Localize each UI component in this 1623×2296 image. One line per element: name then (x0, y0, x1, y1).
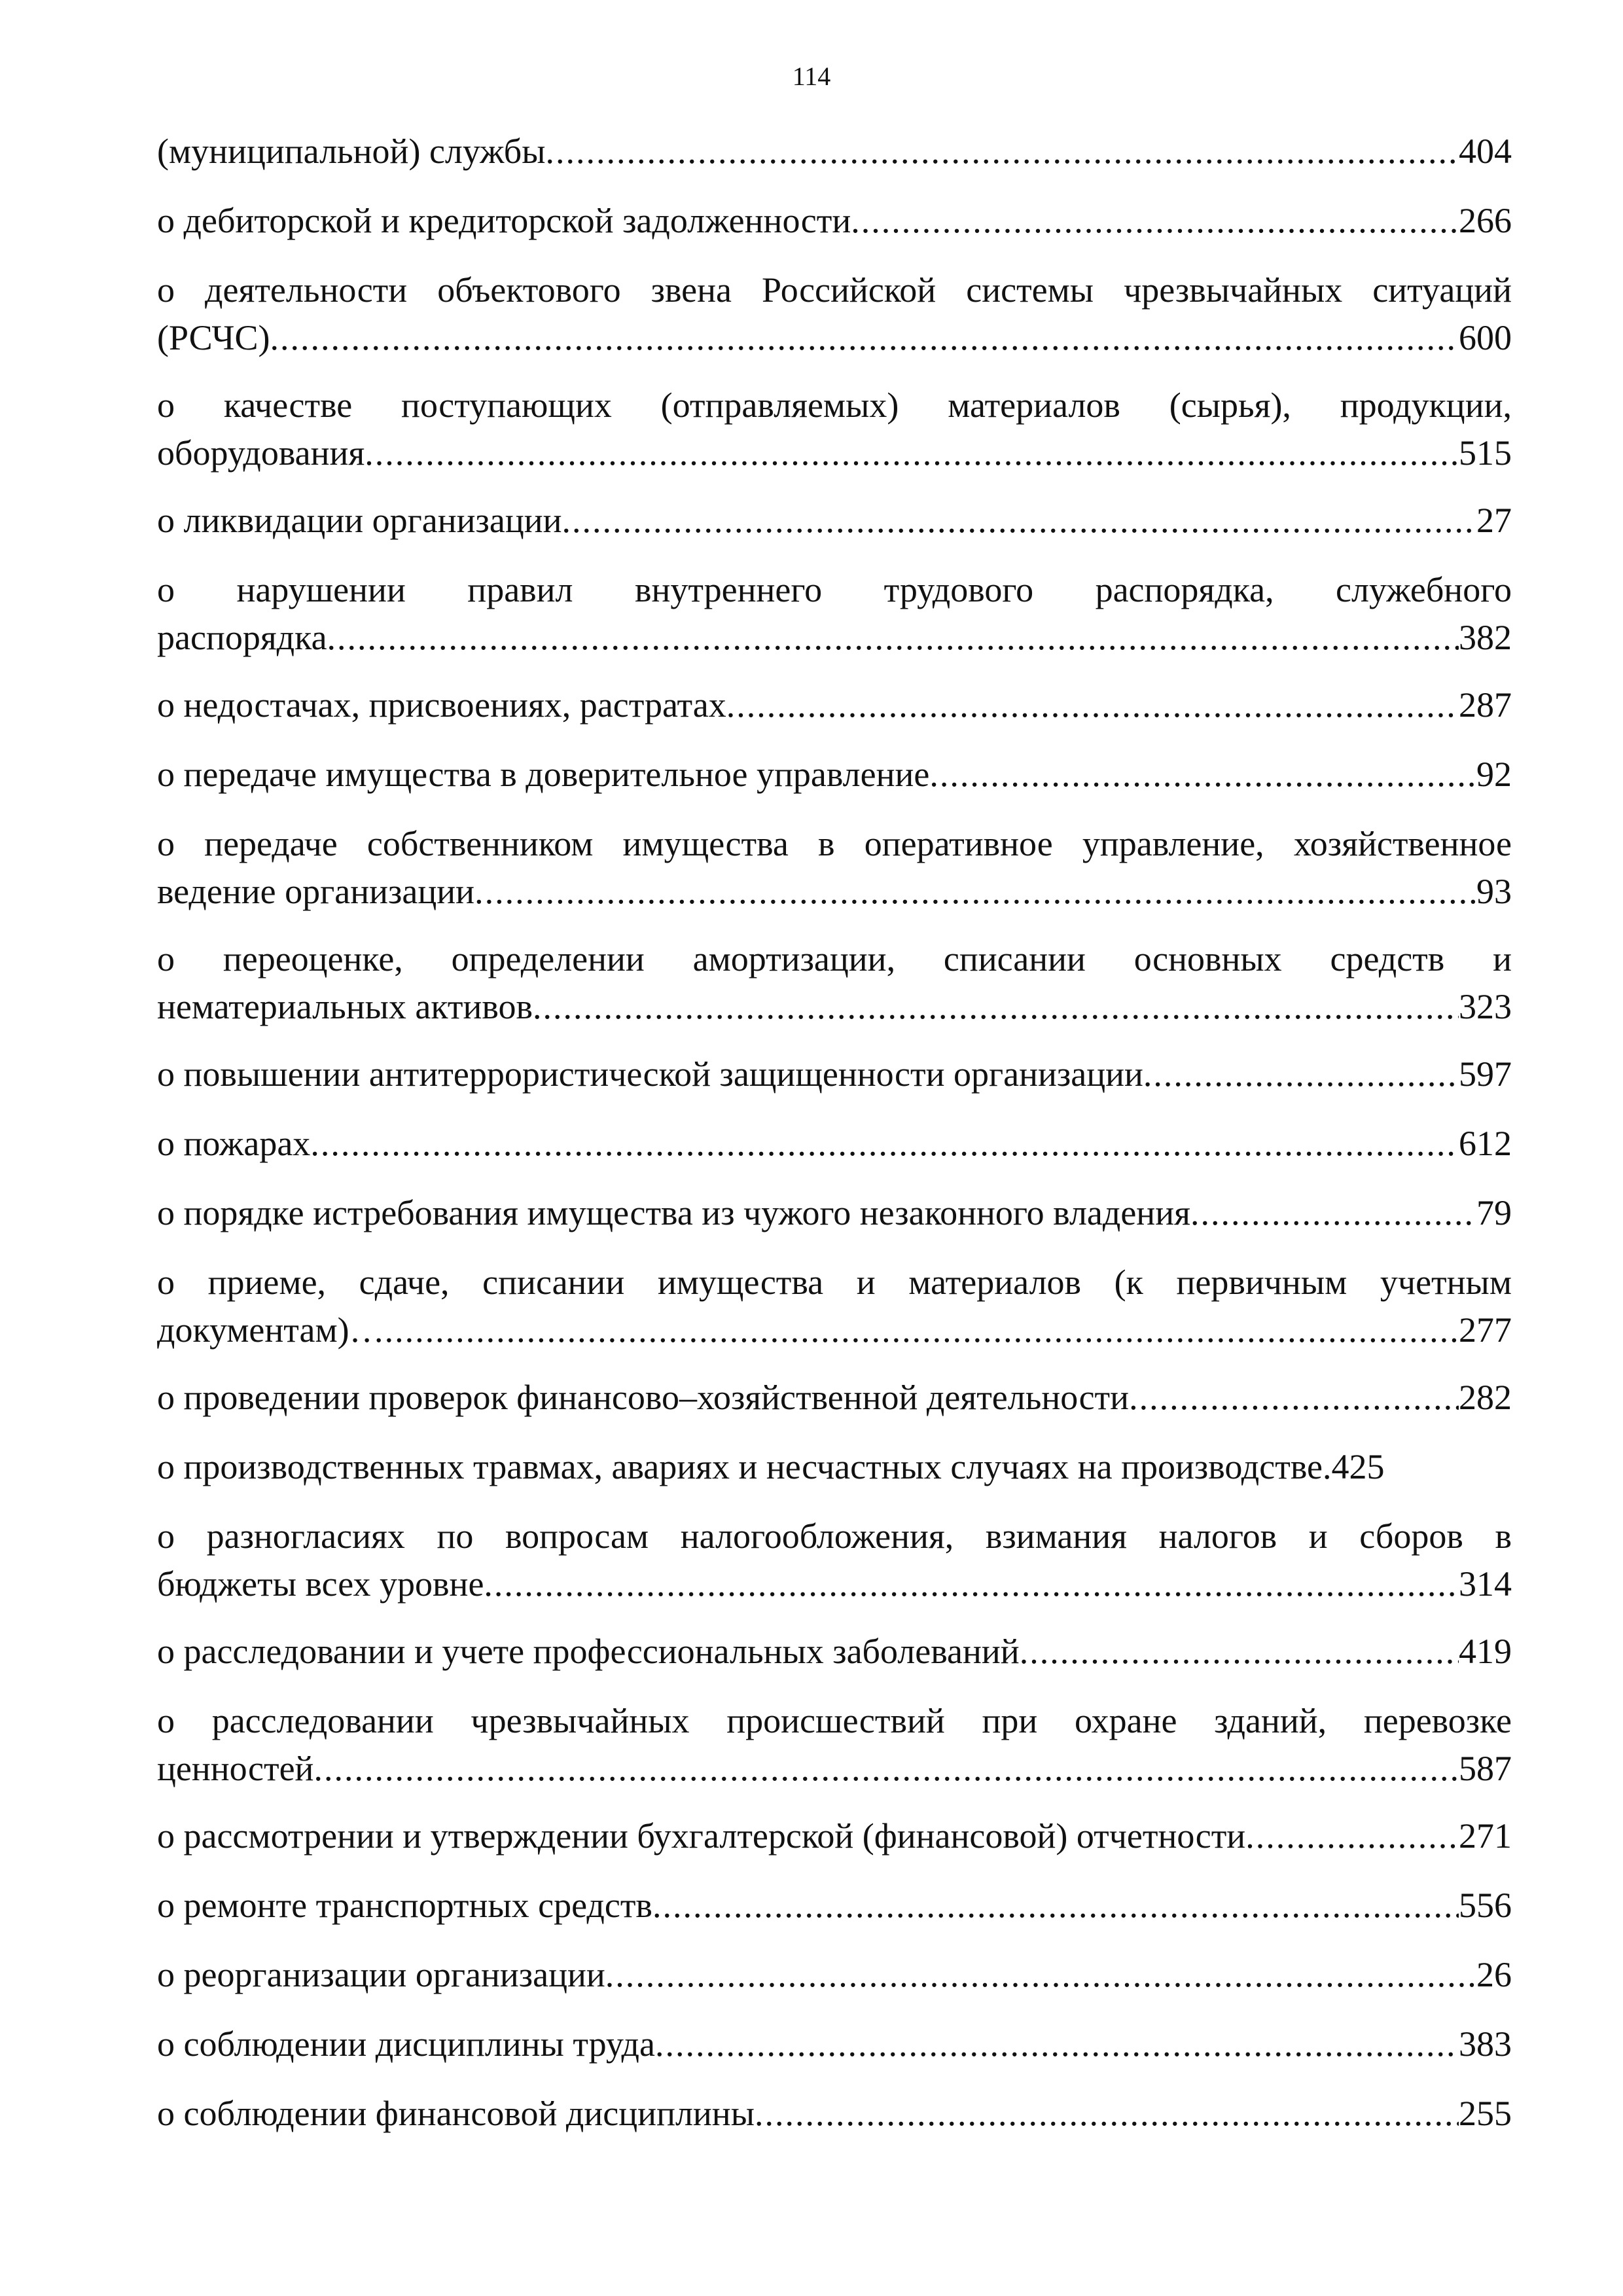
page-number: 114 (792, 62, 831, 91)
entry-text: о порядке истребования имущества из чужого незаконного владения (157, 1193, 1190, 1232)
entry-page-number: 612 (1459, 1124, 1512, 1163)
entry-text: о расследовании и учете профессиональных заболеваний (157, 1632, 1020, 1671)
dot-leader (313, 1745, 1459, 1793)
index-entry (157, 566, 1512, 662)
index-entry (157, 820, 1512, 916)
index-entry (157, 751, 1512, 798)
dot-leader (310, 1120, 1459, 1168)
entry-text: оборудования (157, 433, 365, 473)
entry-first-line: о расследовании чрезвычайных происшествий при охране зданий, перевозке (157, 1701, 1512, 1740)
entry-text: нематериальных активов (157, 987, 533, 1026)
entry-text: о проведении проверок финансово–хозяйственной деятельности (157, 1378, 1130, 1417)
dot-leader (533, 983, 1459, 1031)
entry-line (157, 1120, 1512, 1168)
entry-line (157, 314, 1512, 362)
entry-first-line: о качестве поступающих (отправляемых) материалов (сырья), продукции, (157, 386, 1512, 425)
index-entry (157, 681, 1512, 729)
index-entry (157, 1628, 1512, 1676)
entry-page-number: 26 (1476, 1955, 1512, 1994)
index-entry (157, 266, 1512, 362)
entry-text: ведение организации (157, 872, 475, 911)
dot-leader (484, 1560, 1459, 1608)
entry-line (157, 429, 1512, 477)
entry-page-number: 587 (1459, 1749, 1512, 1788)
entry-line (157, 681, 1512, 729)
entry-line (157, 614, 1512, 662)
entry-page-number: 419 (1459, 1632, 1512, 1671)
index-entry (157, 1812, 1512, 1860)
index-entry (157, 1882, 1512, 1929)
entry-line (157, 1189, 1512, 1237)
entry-text: о рассмотрении и утверждении бухгалтерской (финансовой) отчетности (157, 1816, 1246, 1856)
dot-leader (929, 751, 1476, 798)
entry-page-number: 93 (1476, 872, 1512, 911)
entry-text: о ремонте транспортных средств (157, 1886, 652, 1925)
entry-page-number: 556 (1459, 1886, 1512, 1925)
entry-page-number: 266 (1459, 201, 1512, 240)
entry-page-number: 323 (1459, 987, 1512, 1026)
entry-line (157, 128, 1512, 175)
index-entry (157, 2020, 1512, 2068)
index-entry (157, 128, 1512, 175)
entry-page-number: 282 (1459, 1378, 1512, 1417)
entry-text: документам)… (157, 1310, 385, 1350)
entry-line (157, 1628, 1512, 1676)
dot-leader (474, 868, 1476, 916)
dot-leader (652, 1882, 1459, 1929)
dot-leader (1143, 1050, 1459, 1098)
entry-page-number: 314 (1459, 1564, 1512, 1604)
index-entry (157, 1374, 1512, 1422)
entry-line (157, 1882, 1512, 1929)
index-entry (157, 1951, 1512, 1999)
dot-leader (546, 128, 1459, 175)
index-entry (157, 1120, 1512, 1168)
entry-text: о соблюдении финансовой дисциплины (157, 2094, 755, 2133)
index-entry (157, 1189, 1512, 1237)
entry-text: ценностей (157, 1749, 314, 1788)
entry-text: о дебиторской и кредиторской задолженности (157, 201, 851, 240)
dot-leader (1020, 1628, 1459, 1676)
entry-text: бюджеты всех уровне (157, 1564, 484, 1604)
entry-text: о производственных травмах, авариях и несчастных случаях на производстве. (157, 1447, 1332, 1486)
entry-text: (муниципальной) службы (157, 132, 546, 171)
entry-first-line: о приеме, сдаче, списании имущества и материалов (к первичным учетным (157, 1263, 1512, 1302)
entry-line (157, 983, 1512, 1031)
dot-leader (1245, 1812, 1459, 1860)
entry-first-line: о переоценке, определении амортизации, списании основных средств и (157, 939, 1512, 978)
dot-leader (605, 1951, 1476, 1999)
entry-first-line: о нарушении правил внутреннего трудового распорядка, служебного (157, 570, 1512, 609)
entry-page-number: 404 (1459, 132, 1512, 171)
dot-leader (851, 197, 1459, 245)
entry-page-number: 92 (1476, 755, 1512, 794)
index-entry (157, 382, 1512, 477)
entry-text: о повышении антитеррористической защищенности организации (157, 1054, 1143, 1094)
index-list (157, 128, 1512, 2159)
entry-line (157, 1951, 1512, 1999)
entry-page-number: 255 (1459, 2094, 1512, 2133)
index-entry (157, 1443, 1512, 1491)
entry-line (157, 1812, 1512, 1860)
entry-page-number: 79 (1476, 1193, 1512, 1232)
entry-line (157, 197, 1512, 245)
entry-first-line: о деятельности объектового звена Российской системы чрезвычайных ситуаций (157, 270, 1512, 310)
entry-line (157, 751, 1512, 798)
dot-leader (1190, 1189, 1476, 1237)
dot-leader (755, 2090, 1459, 2138)
entry-page-number: 277 (1459, 1310, 1512, 1350)
dot-leader (726, 681, 1459, 729)
index-entry (157, 1513, 1512, 1608)
entry-line (157, 2020, 1512, 2068)
dot-leader (655, 2020, 1459, 2068)
entry-page-number: 425 (1331, 1447, 1385, 1486)
entry-line (157, 497, 1512, 545)
entry-line (157, 1560, 1512, 1608)
entry-text: о ликвидации организации (157, 501, 562, 540)
entry-text: о пожарах (157, 1124, 311, 1163)
dot-leader (365, 429, 1459, 477)
entry-line (157, 1306, 1512, 1354)
entry-line (157, 1050, 1512, 1098)
entry-line (157, 1443, 1512, 1491)
index-entry (157, 1050, 1512, 1098)
entry-line (157, 1374, 1512, 1422)
index-entry (157, 197, 1512, 245)
entry-page-number: 27 (1476, 501, 1512, 540)
entry-text: о недостачах, присвоениях, растратах (157, 685, 726, 725)
index-entry (157, 935, 1512, 1031)
dot-leader (1129, 1374, 1459, 1422)
entry-line (157, 2090, 1512, 2138)
entry-page-number: 600 (1459, 318, 1512, 357)
entry-page-number: 287 (1459, 685, 1512, 725)
entry-page-number: 597 (1459, 1054, 1512, 1094)
entry-text: распорядка (157, 618, 327, 657)
entry-page-number: 382 (1459, 618, 1512, 657)
entry-first-line: о передаче собственником имущества в оперативное управление, хозяйственное (157, 824, 1512, 863)
entry-page-number: 271 (1459, 1816, 1512, 1856)
entry-text: о реорганизации организации (157, 1955, 605, 1994)
dot-leader (385, 1306, 1459, 1354)
entry-page-number: 383 (1459, 2024, 1512, 2064)
index-entry (157, 2090, 1512, 2138)
entry-text: (РСЧС) (157, 318, 270, 357)
entry-line (157, 1745, 1512, 1793)
dot-leader (562, 497, 1476, 545)
entry-text: о передаче имущества в доверительное управление (157, 755, 930, 794)
entry-page-number: 515 (1459, 433, 1512, 473)
index-entry (157, 1259, 1512, 1354)
index-entry (157, 497, 1512, 545)
index-entry (157, 1697, 1512, 1793)
entry-line (157, 868, 1512, 916)
dot-leader (270, 314, 1459, 362)
entry-first-line: о разногласиях по вопросам налогообложения, взимания налогов и сборов в (157, 1516, 1512, 1556)
entry-text: о соблюдении дисциплины труда (157, 2024, 655, 2064)
dot-leader (327, 614, 1459, 662)
